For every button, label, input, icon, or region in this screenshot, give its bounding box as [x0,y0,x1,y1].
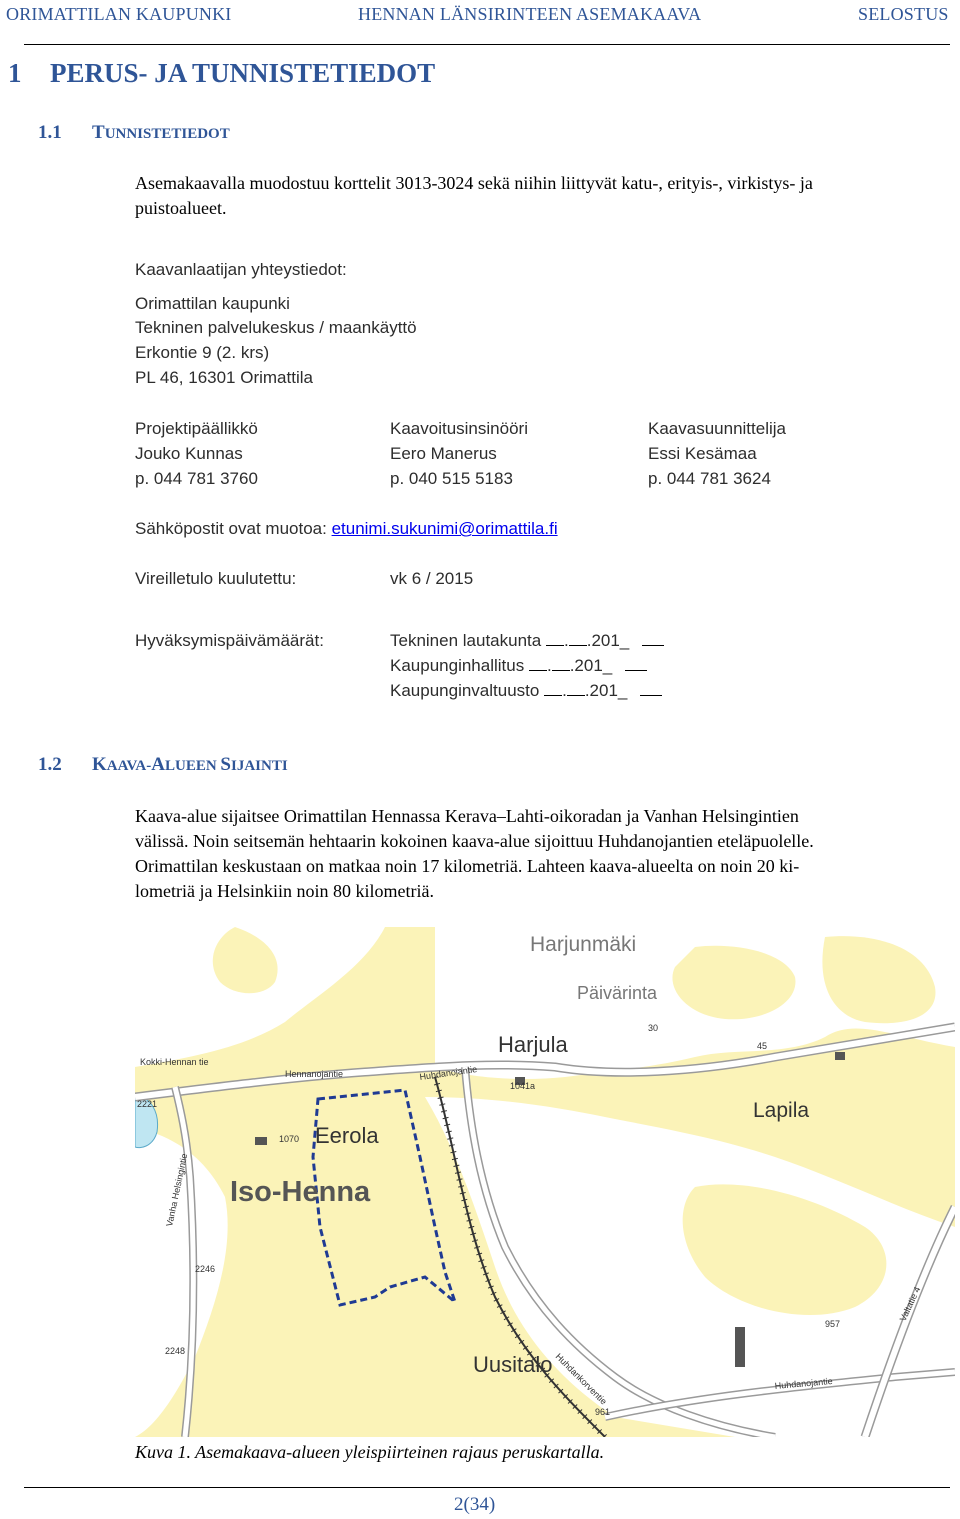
location-para-line: lometriä ja Helsinkiin noin 80 kilometriä. [135,881,434,901]
contact-role: Kaavoitusinsinööri [390,419,528,438]
map-building [255,1137,267,1145]
page-number: 2(34) [454,1494,496,1515]
svg-text:Vanha Helsingintie: Vanha Helsingintie [164,1152,190,1228]
contact-name: Essi Kesämaa [648,444,757,463]
email-link[interactable]: etunimi.sukunimi@orimattila.fi [331,519,558,538]
svg-text:1041a: 1041a [510,1081,536,1091]
address-line: PL 46, 16301 Orimattila [135,368,313,387]
svg-text:2246: 2246 [195,1264,216,1274]
svg-text:Harjunmäki: Harjunmäki [530,933,637,956]
svg-text:961: 961 [595,1407,611,1417]
section-1-heading: 1 PERUS- JA TUNNISTETIEDOT [8,58,436,88]
email-line: Sähköpostit ovat muotoa: etunimi.sukunimi@orimattila.fi [135,519,558,538]
header-left: ORIMATTILAN KAUPUNKI [6,4,232,24]
svg-text:Huhdanojantie: Huhdanojantie [418,1063,478,1082]
location-map [135,927,955,1437]
svg-text:Huhdanojantie: Huhdanojantie [774,1375,834,1391]
section-1-2-heading: 1.2 KAAVA-ALUEEN SIJAINTI [38,754,288,775]
svg-text:2221: 2221 [137,1099,158,1109]
svg-text:Uusitalo: Uusitalo [473,1352,553,1377]
approval-item: Kaupunginhallitus . .201_ [390,654,647,678]
notice-label: Vireilletulo kuulutettu: [135,569,297,588]
footer-rule [24,1487,950,1488]
svg-text:30: 30 [648,1023,659,1033]
address-line: Tekninen palvelukeskus / maankäyttö [135,318,417,337]
contact-phone: p. 040 515 5183 [390,469,513,488]
map-building [735,1327,745,1367]
svg-text:2248: 2248 [165,1346,186,1356]
map-building [835,1052,845,1060]
address-line: Erkontie 9 (2. krs) [135,343,270,362]
svg-text:Eerola: Eerola [315,1123,379,1148]
svg-text:Harjula: Harjula [498,1032,568,1057]
location-para-line: Kaava-alue sijaitsee Orimattilan Hennassa Kerava–Lahti-oikoradan ja Vanhan Helsingintien [135,806,799,826]
svg-text:Lapila: Lapila [753,1099,810,1122]
contact-phone: p. 044 781 3760 [135,469,258,488]
section-1-1-heading: 1.1 TUNNISTETIEDOT [38,122,230,143]
approval-item: Tekninen lautakunta . .201_ [390,629,664,653]
intro-line-1: Asemakaavalla muodostuu korttelit 3013-3024 sekä niihin liittyvät katu-, erityis-, virkistys- ja [135,173,813,193]
svg-text:Huhdankorventie: Huhdankorventie [553,1351,609,1407]
contact-role: Kaavasuunnittelija [648,419,786,438]
header-right: SELOSTUS [858,4,949,24]
contact-role: Projektipäällikkö [135,419,258,438]
location-para-line: Orimattilan keskustaan on matkaa noin 17 kilometriä. Lahteen kaava-alueelta on noin 20 ki- [135,856,800,876]
svg-text:Valtatie 4: Valtatie 4 [897,1285,923,1323]
svg-text:957: 957 [825,1319,841,1329]
contact-name: Eero Manerus [390,444,497,463]
header-center: HENNAN LÄNSIRINTEEN ASEMAKAAVA [358,4,702,24]
address-line: Orimattilan kaupunki [135,294,290,313]
svg-text:45: 45 [757,1041,768,1051]
svg-text:Kokki-Hennan tie: Kokki-Hennan tie [140,1057,209,1067]
contact-name: Jouko Kunnas [135,444,243,463]
notice-value: vk 6 / 2015 [390,569,474,588]
intro-line-2: puistoalueet. [135,198,227,218]
header-rule [24,44,950,45]
svg-text:1070: 1070 [279,1134,300,1144]
svg-text:Iso-Henna: Iso-Henna [230,1176,371,1208]
location-para-line: välissä. Noin seitsemän hehtaarin kokoinen kaava-alue sijoittuu Huhdanojantien eteläpuolelle. [135,831,814,851]
svg-text:Hennanojantie: Hennanojantie [285,1069,344,1079]
contact-heading: Kaavanlaatijan yhteystiedot: [135,260,347,279]
approval-item: Kaupunginvaltuusto . .201_ [390,679,662,703]
approval-label: Hyväksymispäivämäärät: [135,631,324,650]
figure-caption: Kuva 1. Asemakaava-alueen yleispiirteinen rajaus peruskartalla. [135,1442,605,1462]
contact-phone: p. 044 781 3624 [648,469,771,488]
svg-text:Päivärinta: Päivärinta [577,983,658,1003]
